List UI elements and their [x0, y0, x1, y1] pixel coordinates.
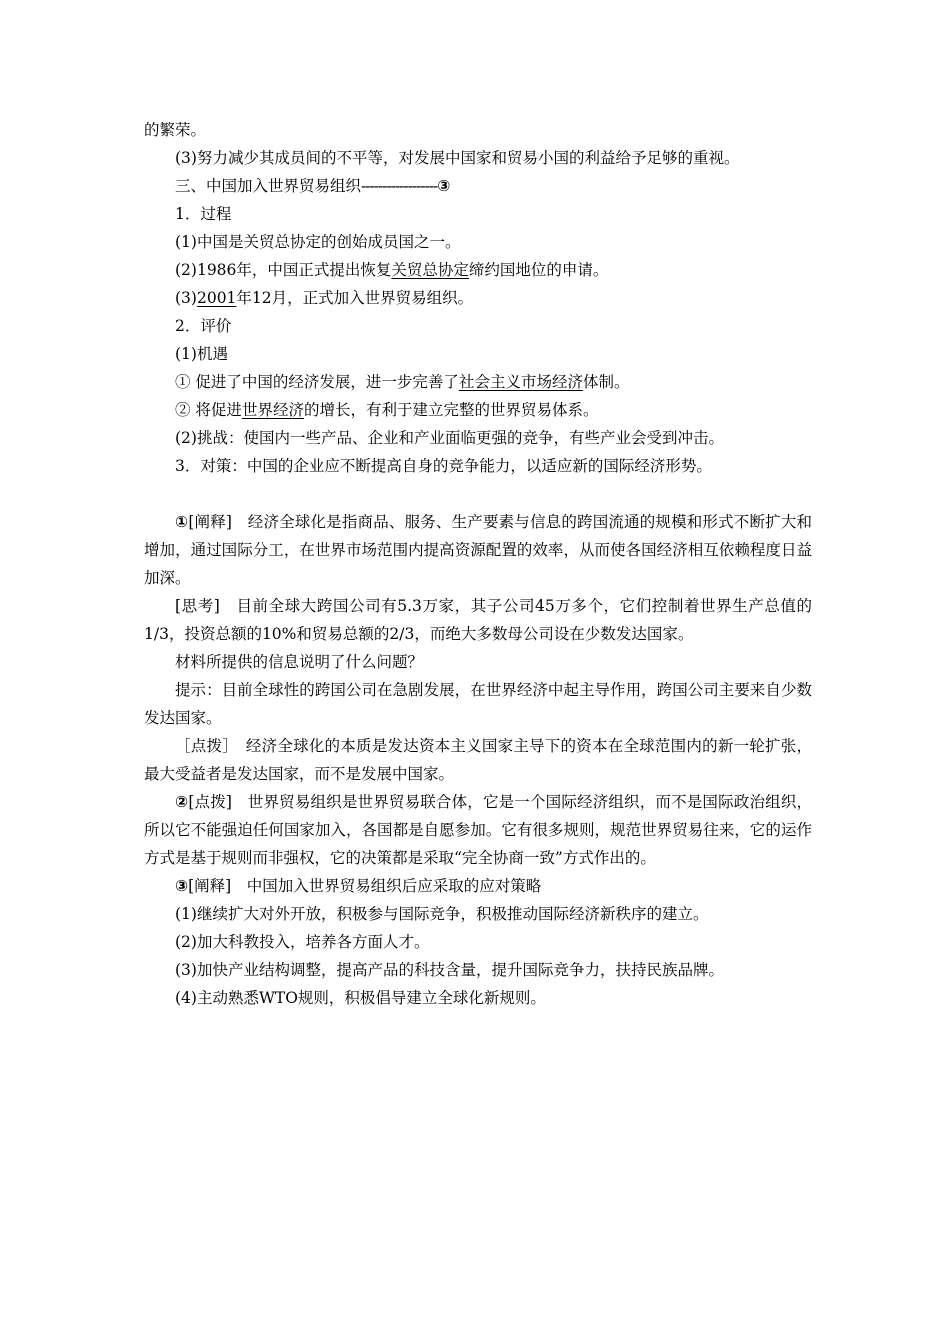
challenge-item: (2)挑战：使国内一些产品、企业和产业面临更强的竞争，有些产业会受到冲击。 [175, 429, 724, 447]
continued-line: 的繁荣。 [144, 121, 207, 139]
strategy-item-4: (4)主动熟悉WTO规则，积极倡导建立全球化新规则。 [175, 989, 546, 1007]
spacer [144, 480, 812, 508]
process-item-3: (3)2001年12月，正式加入世界贸易组织。 [175, 289, 474, 307]
section-3-heading: 三、中国加入世界贸易组织------------------③ [175, 177, 451, 195]
footnote-marker-3: ③ [437, 177, 451, 195]
opportunity-title: (1)机遇 [175, 345, 228, 363]
heading-dashes: ------------------ [361, 177, 438, 195]
evaluation-title: 2．评价 [175, 317, 232, 335]
wto-principle-3: (3)努力减少其成员间的不平等，对发展中国家和贸易小国的利益给予足够的重视。 [175, 149, 740, 167]
hint-paragraph: 提示：目前全球性的跨国公司在急剧发展，在世界经济中起主导作用，跨国公司主要来自少数发达国家。 [144, 681, 812, 727]
question-line: 材料所提供的信息说明了什么问题？ [175, 653, 424, 671]
opportunity-item-2: ② 将促进世界经济的增长，有利于建立完整的世界贸易体系。 [175, 401, 599, 419]
strategy-item-3: (3)加快产业结构调整，提高产品的科技含量，提升国际竞争力，扶持民族品牌。 [175, 961, 724, 979]
footnote-marker-3b: ③ [175, 877, 189, 895]
document-page [144, 116, 812, 1012]
underlined-term: 社会主义市场经济 [458, 373, 583, 391]
process-item-2: (2)1986年，中国正式提出恢复关贸总协定缔约国地位的申请。 [175, 261, 609, 279]
note-3: ③[阐释] 中国加入世界贸易组织后应采取的应对策略 [175, 877, 542, 895]
strategy-item-2: (2)加大科教投入，培养各方面人才。 [175, 933, 430, 951]
note-2: ②[点拨] 世界贸易组织是世界贸易联合体，它是一个国际经济组织，而不是国际政治组织，所以它不能强迫任何国家加入，各国都是自愿参加。它有很多规则，规范世界贸易往来，它的运作方式是基于规则而非强权，它的决策都是采取“完全协商一致”方式作出的。 [144, 793, 812, 867]
underlined-term: 关贸总协定 [391, 261, 469, 279]
underlined-year: 2001 [196, 289, 237, 307]
think-paragraph: [思考] 目前全球大跨国公司有5.3万家，其子公司45万多个，它们控制着世界生产总值的1/3，投资总额的10%和贸易总额的2/3，而绝大多数母公司设在少数发达国家。 [144, 597, 812, 643]
process-title: 1．过程 [175, 205, 232, 223]
process-item-1: (1)中国是关贸总协定的创始成员国之一。 [175, 233, 461, 251]
countermeasure-item: 3．对策：中国的企业应不断提高自身的竞争能力，以适应新的国际经济形势。 [175, 457, 712, 475]
strategy-item-1: (1)继续扩大对外开放，积极参与国际竞争，积极推动国际经济新秩序的建立。 [175, 905, 709, 923]
point-paragraph: ［点拨］ 经济全球化的本质是发达资本主义国家主导下的资本在全球范围内的新一轮扩张，最大受益者是发达国家，而不是发展中国家。 [144, 737, 812, 783]
opportunity-item-1: ① 促进了中国的经济发展，进一步完善了社会主义市场经济体制。 [175, 373, 630, 391]
note-1: ①[阐释] 经济全球化是指商品、服务、生产要素与信息的跨国流通的规模和形式不断扩大和增加，通过国际分工，在世界市场范围内提高资源配置的效率，从而使各国经济相互依赖程度日益加深。 [144, 513, 812, 587]
footnote-marker-1: ① [175, 513, 189, 531]
footnote-marker-2: ② [175, 793, 189, 811]
underlined-term: 世界经济 [241, 401, 304, 419]
